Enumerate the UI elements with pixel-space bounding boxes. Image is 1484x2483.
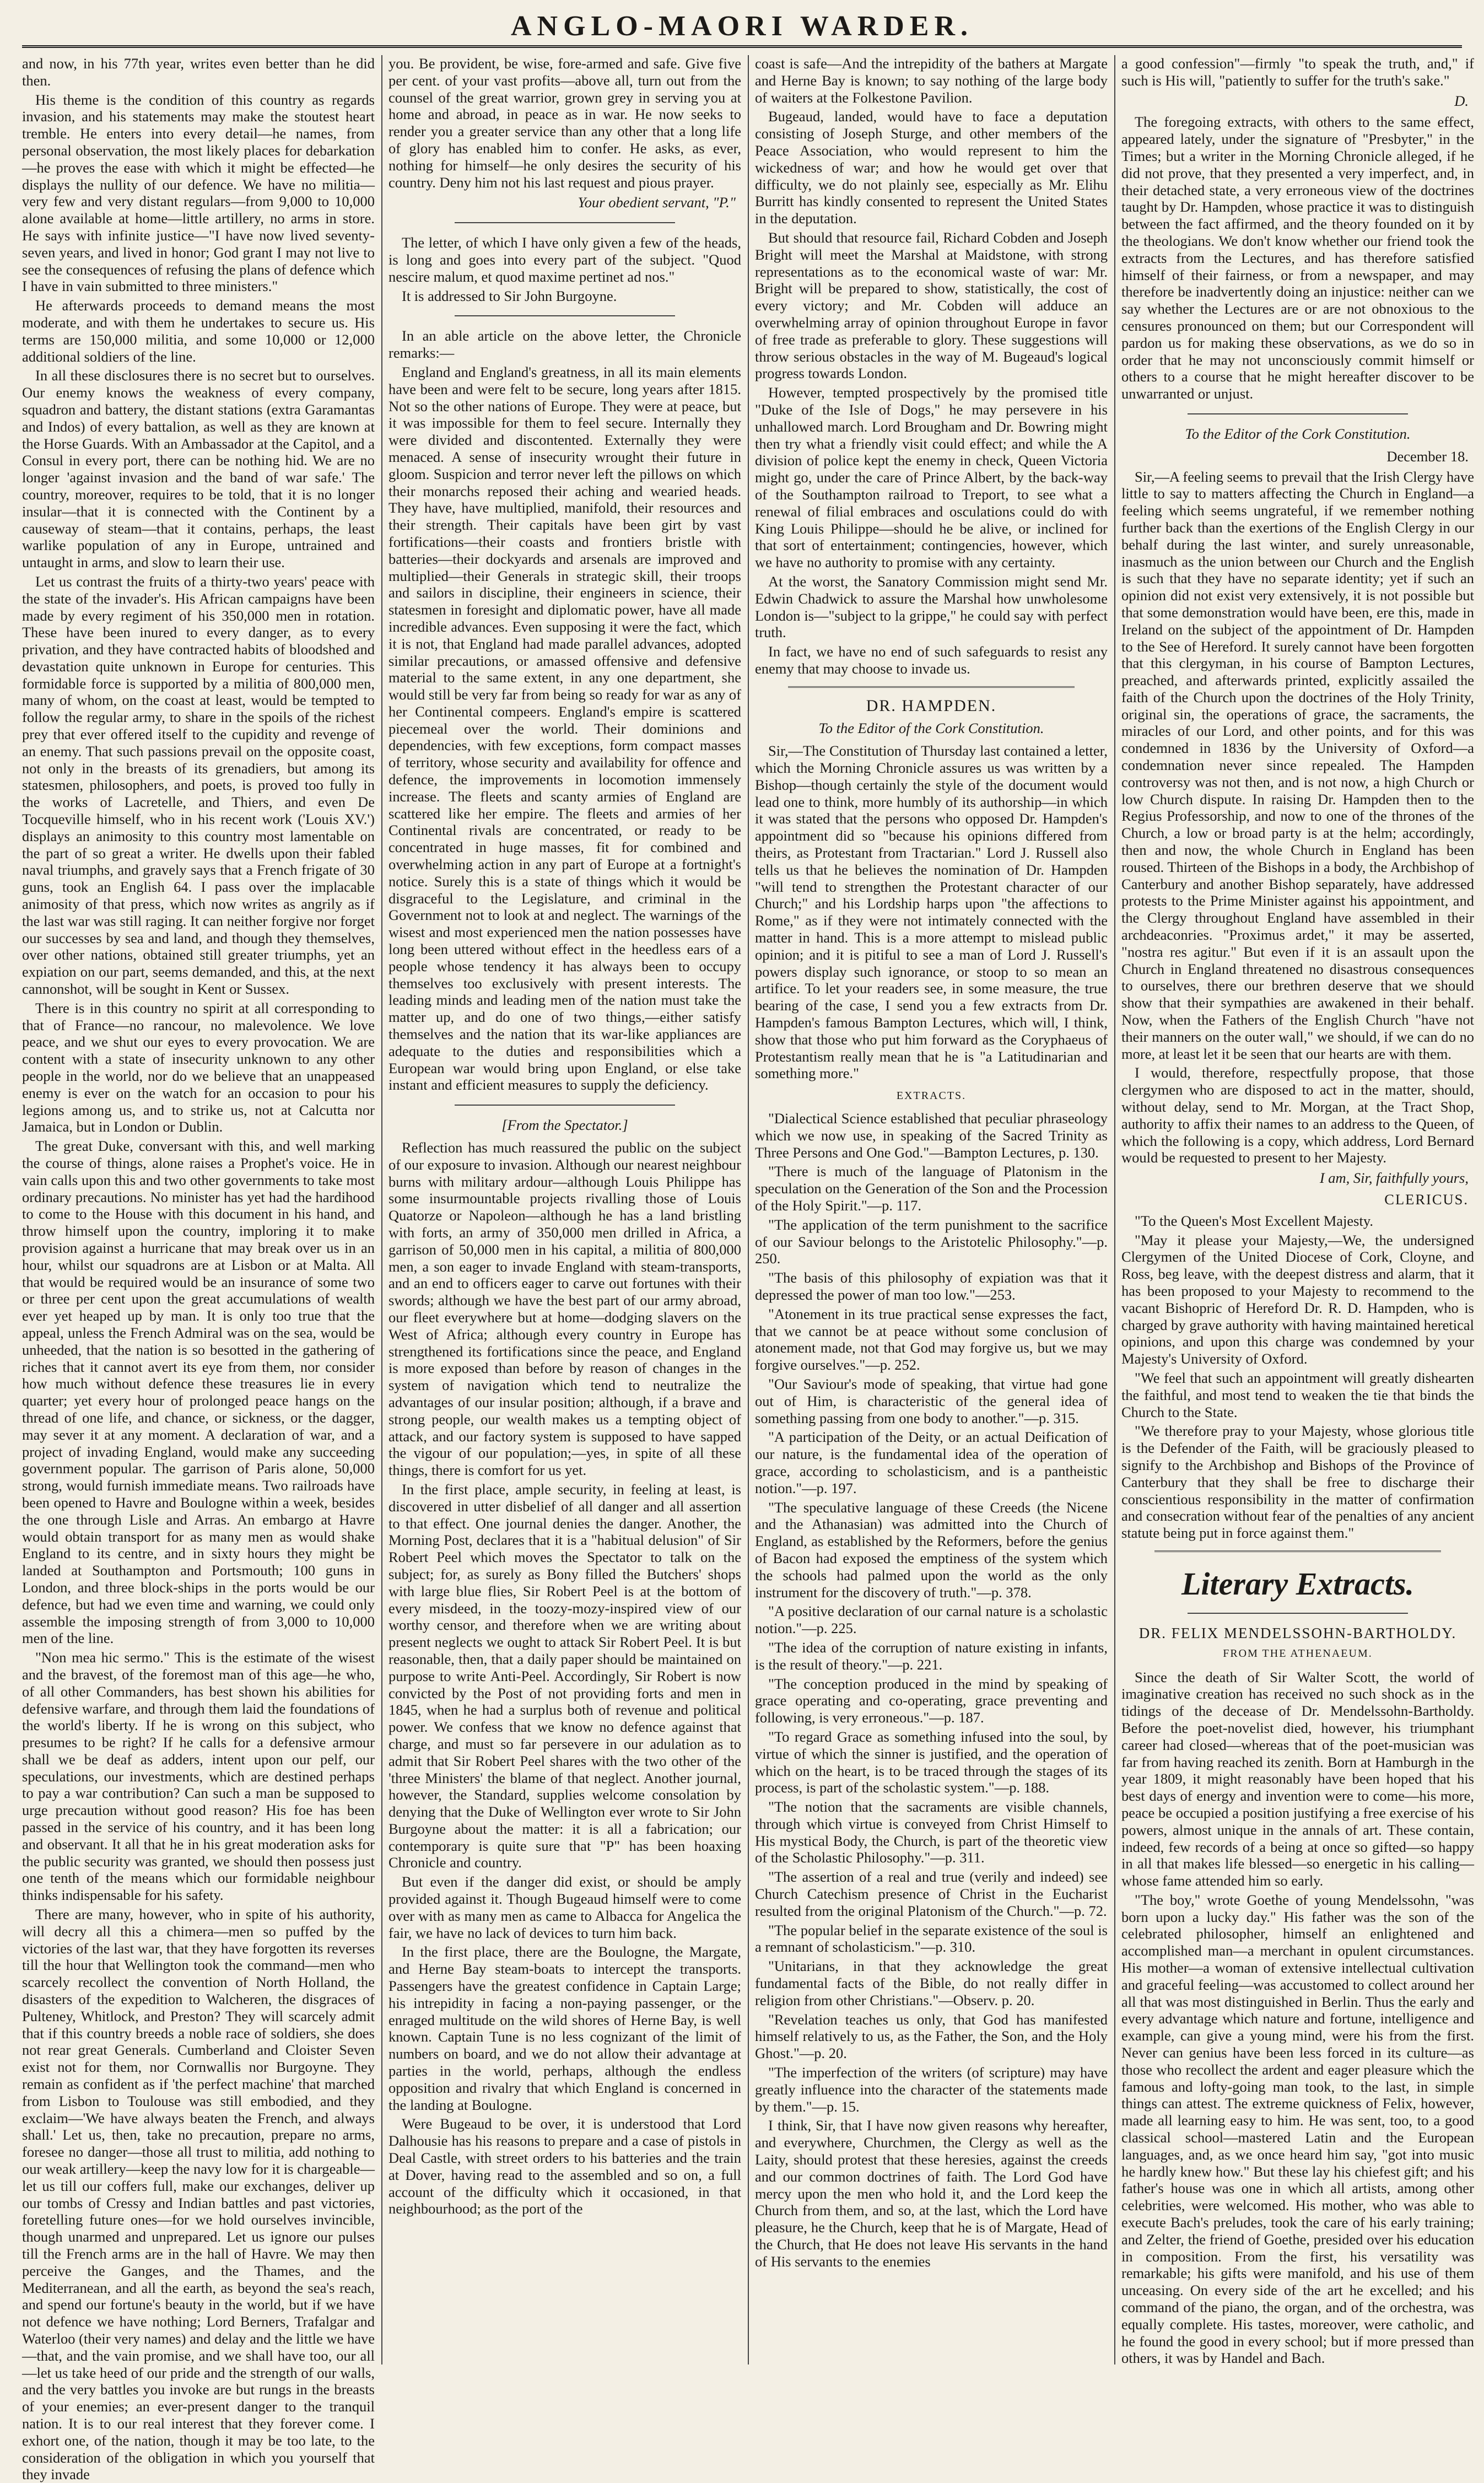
- paragraph: In an able article on the above letter, the Chronicle remarks:—: [388, 327, 741, 362]
- paragraph: "Our Saviour's mode of speaking, that virtue had gone out of Him, is characteristic of the general idea of something passing from one body to another."—p. 315.: [755, 1375, 1108, 1426]
- paragraph: Sir,—The Constitution of Thursday last contained a letter, which the Morning Chronicle assures us was written by a Bishop—though certainly the style of the document would lead one to think, more humbly of its authorship—in which it was stated that the persons who opposed Dr. Hampden's appointment did so "because his opinions differed from theirs, as Protestant from Tractarian." Lord J. Russell also tells us that he believes the nomination of Dr. Hampden "will tend to strengthen the Protestant character of our Church;" and his Lordship harps upon "the affections to Rome," as if they were not intimately connected with the matter in hand. This is a more attempt to mislead public opinion; and it is pitiful to see a man of Lord J. Russell's powers display such ignorance, or stoop to so mean an artifice. To let your readers see, in some measure, the true bearing of the case, I send you a few extracts from Dr. Hampden's famous Bampton Lectures, which will, I think, show that those who put him forward as the Coryphaeus of Protestantism really mean that he is "a Latitudinarian and something more.": [755, 742, 1108, 1082]
- paragraph: "A participation of the Deity, or an actual Deification of our nature, is the fundamental idea of the operation of grace, according to scholasticism, and is a pantheistic notion."—p. 197.: [755, 1429, 1108, 1496]
- divider: [455, 315, 675, 316]
- paragraph: "The speculative language of these Creeds (the Nicene and the Athanasian) was admitted into the Church of England, as established by the Reformers, before the genius of Bacon had exposed the emptiness of the system which the schools had palmed upon the world as the only instrument for the discovery of truth."—p. 378.: [755, 1499, 1108, 1601]
- column-3: [755, 55, 1108, 2364]
- column-2: [388, 55, 741, 2364]
- paragraph: Bugeaud, landed, would have to face a deputation consisting of Joseph Sturge, and other members of the Peace Association, who would represent to him the wickedness of war; and how he would get over that difficulty, we do not plainly see, especially as Mr. Elihu Burritt has kindly consented to represent the United States in the deputation.: [755, 108, 1108, 227]
- paragraph: "The popular belief in the separate existence of the soul is a remnant of scholasticism."—p. 310.: [755, 1921, 1108, 1956]
- divider: [455, 1105, 675, 1106]
- paragraph: In fact, we have no end of such safeguards to resist any enemy that may choose to invade us.: [755, 643, 1108, 677]
- paragraph: Reflection has much reassured the public on the subject of our exposure to invasion. Although our nearest neighbour burns with military ardour—although Louis Philippe has some insurmountable projects rivalling those of Louis Quatorze or Napoleon—although he has a land bristling with forts, an army of 350,000 men drilled in Africa, a garrison of 50,000 men in his capital, a militia of 800,000 men, a son eager to invade England with steam-transports, and an end to officers eager to carve out fortunes with their swords; although we have the best part of our army abroad, our fleet everywhere but at home—dodging slavers on the West of Africa; although every country in Europe has strengthened its fortifications since the peace, and England is more exposed than before by reason of changes in the system of navigation which tend to neutralize the advantages of our insular position; although, if a brave and strong people, our wealth makes us a tempting object of attack, and our factory system is supposed to have sapped the vigour of our population;—yes, in spite of all these things, there is comfort for us yet.: [388, 1139, 741, 1479]
- masthead: [22, 10, 1462, 43]
- divider: [455, 222, 675, 223]
- paragraph: There are many, however, who in spite of his authority, will decry all this a chimera—men so puffed by the victories of the last war, that they have forgotten its reverses till the hour that Wellington took the command—men who scarcely recollect the convention of North Holland, the disasters of the expedition to Walcheren, the disgraces of Pulteney, Whitlock, and Preston? They will scarcely admit that if this country breeds a noble race of soldiers, she does not rear great Generals. Cumberland and Cloister Seven exist not for them, nor Cornwallis nor Burgoyne. They remain as confident as if 'the perfect machine' that marched from Lisbon to Toulouse was still embodied, and they exclaim—'We have always beaten the French, and always shall.' Let us, then, take no precaution, prepare no arms, foresee no danger—those all trust to militia, add nothing to our weak artillery—keep the navy low for it is chargeable—let us till our coffers full, make our exchanges, deliver up our tombs of Cressy and Indian battles and past victories, foretelling future ones—for we hold ourselves invincible, though unarmed and unprepared. Let us ignore our pulses till the French arms are in the hall of Havre. We may then perceive the Ganges, and the Thames, and the Mediterranean, and all the earth, as beyond the sea's reach, and spend our fortune's beauty in the world, but if we have not defence we have nothing; Lord Berners, Trafalgar and Waterloo (their very names) and delay and the little we have—that, and the vain promise, and we shall have too, our all—let us take heed of our pride and the strength of our walls, and the very battles you invoke are but rungs in the breasts of your enemies; an ever-present danger to the tranquil nation. It is to our real interest that they forever come. I exhort one, of the nation, though it may be too late, to the consideration of the obligation in which you yourself that they invade: [22, 1906, 375, 2483]
- paragraph: "We therefore pray to your Majesty, whose glorious title is the Defender of the Faith, will be graciously pleased to signify to the Archbishop and Bishops of the Province of Canterbury that they shall be free to discharge their conscientious responsibility in the matter of confirmation and consecration without fear of the penalties of any ancient statute being put in force against them.": [1121, 1423, 1474, 1542]
- editor-line: To the Editor of the Cork Constitution.: [818, 720, 1044, 737]
- article-heading: DR. FELIX MENDELSSOHN-BARTHOLDY.: [1138, 1624, 1457, 1641]
- paragraph: It is addressed to Sir John Burgoyne.: [402, 287, 617, 304]
- paragraph: "The boy," wrote Goethe of young Mendelssohn, "was born upon a lucky day." His father was the son of the celebrated philosopher, himself an enlightened and accomplished man—a merchant in opulent circumstances. His mother—a woman of extensive intellectual cultivation and graceful feeling—was accustomed to collect around her all that was most distinguished in Berlin. Thus the early and every advantage which nature and fortune, intelligence and example, can give a young mind, were his from the first. Never can genius have been less forced in its culture—as those who recollect the ardent and eager pleasure which the famous and lofty-going man took, to the last, in simple things can attest. The extreme quickness of Felix, however, made all learning easy to him. He was sent, too, to a good classical school—mastered Latin and the European languages, and, as we once heard him say, "got into music he hardly knew how." But these lay his chiefest gift; and his father's house was one in which all artists, among other celebrities, were welcomed. His mother, who was able to execute Bach's preludes, took the care of his early training; and Zelter, the friend of Goethe, presided over his education in composition. From the first, his versatility was remarkable; his gifts were manifold, and his use of them unceasing. On every side of the art he excelled; and his command of the piano, the organ, and of the orchestra, was equally complete. His tastes, moreover, were catholic, and he found the good in every school; but if more pressed than others, it was by Handel and Bach.: [1121, 1891, 1474, 2367]
- paragraph: England and England's greatness, in all its main elements have been and were felt to be secure, long years after 1815. Not so the other nations of Europe. They were at peace, but it was impossible for them to feel secure. Internally they were divided and discontented. Externally they were menaced. A sense of insecurity wrought their future in gloom. Suspicion and terror never left the pillows on which their monarchs reposed their aching and wearied heads. They have, have multiplied, manifold, their resources and their strength. Their capitals have been girt by vast fortifications—their coasts and frontiers bristle with batteries—their dockyards and arsenals are improved and multiplied—their Generals in strategic skill, their troops and sailors in discipline, their engineers in science, their statesmen in foresight and diplomatic power, have all made incredible advances. Even supposing it were the fact, which it is not, that England had made parallel advances, adopted similar precautions, or amassed offensive and defensive material to the same extent, in any one department, she would still be very far from being so ready for war as any of her Continental compeers. England's empire is scattered piecemeal over the world. Their dominions and dependencies, with few exceptions, form compact masses of territory, whose security and availability for offence and defence, the improvements in locomotion immensely increase. The fleets and scanty armies of England are scattered like her empire. The fleets and armies of her Continental rivals are concentrated, or ready to be concentrated in huge masses, fit for combined and overwhelming action in any part of Europe at a fortnight's notice. Surely this is a state of things which it would be disgraceful to the Legislature, and criminal in the Government not to look at and neglect. The warnings of the wisest and most experienced men the nation possesses have long been uttered without effect in the heedless ears of a people whose tendency it has always been to occupy themselves too exclusively with present interests. The leading minds and leading men of the nation must take the matter up, and do one of two things,—either satisfy themselves and the nation that its war-like appliances are adequate to the duties and responsibilities which a European war would bring upon England, or else take instant and efficient measures to supply the deficiency.: [388, 363, 741, 1094]
- paragraph: Sir,—A feeling seems to prevail that the Irish Clergy have little to say to matters affecting the Church in England—a feeling which seems ungrateful, if we remember nothing further back than the exertions of the English Clergy in our behalf during the last winter, and surely unreasonable, inasmuch as the union between our Church and the English is such that they have no separate identity; yet if such an opinion did not exist very extensively, it is not possible but that some demonstration would have been, ere this, made in Ireland on the subject of the appointment of Dr. Hampden to the See of Hereford. It surely cannot have been forgotten that this clergyman, in his course of Bampton Lectures, preached, and afterwards printed, explicitly assailed the faith of the Church upon the doctrines of the Holy Trinity, original sin, the operations of grace, the sacraments, the miracles of our Lord, and other points, and for this was condemned in 1836 by the University of Oxford—a condemnation never since repealed. The Hampden controversy was not then, and is not now, a high Church or low Church dispute. In raising Dr. Hampden then to the Regius Professorship, and now to one of the thrones of the Church, a low or broad party is at the helm; accordingly, then and now, the whole Church in England has been roused. Thirteen of the Bishops in a body, the Archbishop of Canterbury and another Bishop separately, have addressed protests to the Prime Minister against his appointment, and the Clergy throughout England have assembled in their archdeaconries. "Proximus ardet," it may be asserted, "nostra res agitur." But even if it is an assault upon the Church in England threatened no disastrous consequences to ourselves, there our brethren deserve that we should show that their sympathies are awakened in their behalf. Now, when the Fathers of the English Church "have not their manners on the outer wall," we should, if we can do no more, at least let it be seen that our hearts are with them.: [1121, 468, 1474, 1062]
- paragraph: Were Bugeaud to be over, it is understood that Lord Dalhousie has his reasons to prepare and a case of pistols in Deal Castle, with street orders to his batteries and the train at Dover, having read to the assembled and so on, a full account of the difficulty which it occasioned, in that neighbourhood; as the port of the: [388, 2115, 741, 2217]
- paragraph: "There is much of the language of Platonism in the speculation on the Generation of the Son and the Procession of the Holy Spirit."—p. 117.: [755, 1163, 1108, 1214]
- paragraph: "The basis of this philosophy of expiation was that it depressed the power of man too low."—253.: [755, 1269, 1108, 1303]
- article-heading: DR. HAMPDEN.: [866, 696, 997, 715]
- paragraph: Since the death of Sir Walter Scott, the world of imaginative creation has received no such shock as in the tidings of the decease of Dr. Mendelssohn-Bartholdy. Before the poet-novelist died, however, his triumphant career had closed—whereas that of the poet-musician was far from having reached its zenith. Born at Hamburgh in the year 1809, it might reasonably have been hoped that his best days of energy and invention were to come—his more, peace be occupied a position justifying a free exercise of his powers, almost unique in the annals of art. These contain, indeed, few records of a being at once so gifted—so happy in all that makes life blessed—so energetic in his calling—whose fame attended him so early.: [1121, 1668, 1474, 1889]
- paragraph: But should that resource fail, Richard Cobden and Joseph Bright will meet the Marshal at Maidstone, with strong representations as to the economical waste of war: Mr. Bright will be prepared to show, statistically, the cost of every victory; and Mr. Cobden will adduce an overwhelming array of opinion throughout Europe in favor of free trade as preferable to glory. These suggestions will throw serious obstacles in the way of M. Bugeaud's logical progress towards London.: [755, 229, 1108, 382]
- paragraph: In the first place, ample security, in feeling at least, is discovered in utter disbelief of all danger and all assertion to that effect. One journal denies the danger. Another, the Morning Post, declares that it is a "habitual delusion" of Sir Robert Peel which moves the Spectator to talk on the subject; for, as surely as Bony filled the Butchers' shops with large blue flies, Sir Robert Peel is at the bottom of every misdeed, in the toozy-mozy-inspired view of our worthy censor, and therefore when we are writing about present neglects we ought to attack Sir Robert Peel. It is but reasonable, then, that a daily paper should be maintained on purpose to write Anti-Peel. Accordingly, Sir Robert is now convicted by the Post of not providing forts and men in 1845, when he had a surplus both of revenue and political power. We confess that we know no defence against that charge, and must so far persevere in our adulation as to admit that Sir Robert Peel shares with the two other of the 'three Ministers' the blame of that neglect. Another journal, however, the Standard, supplies welcome consolation by denying that the Duke of Wellington ever wrote to Sir John Burgoyne about the matter: it is all a fabrication; our contemporary is quite sure that "P" has been hoaxing Chronicle and country.: [388, 1480, 741, 1871]
- editor-line: To the Editor of the Cork Constitution.: [1185, 425, 1411, 442]
- paragraph: "The assertion of a real and true (verily and indeed) see Church Catechism presence of Christ in the Eucharist resulted from the original Platonism of the Church."—p. 72.: [755, 1868, 1108, 1919]
- divider: [1154, 1550, 1441, 1552]
- divider: [1188, 413, 1408, 414]
- paragraph: "The application of the term punishment to the sacrifice of our Saviour belongs to the Aristotelic Philosophy."—p. 250.: [755, 1216, 1108, 1267]
- paragraph: The letter, of which I have only given a few of the heads, is long and goes into every part of the subject. "Quod nescire malum, et quod maxime pertinet ad nos.": [388, 234, 741, 285]
- paragraph: "Unitarians, in that they acknowledge the great fundamental facts of the Bible, do not really differ in religion from other Christians."—Observ. p. 20.: [755, 1958, 1108, 2008]
- divider: [1188, 1613, 1408, 1614]
- paragraph: There is in this country no spirit at all corresponding to that of France—no rancour, no malevolence. We love peace, and we shut our eyes to every provocation. We are content with a state of insecurity unknown to any other people in the world, nor do we believe that an unappeased enemy is ever on the watch for an occasion to pour his legions among us, and to strike us, not at Calcutta nor Jamaica, but in London or Dublin.: [22, 999, 375, 1135]
- paragraph: "Atonement in its true practical sense expresses the fact, that we cannot be at peace without some conclusion of atonement made, not that God may forgive us, but we may forgive ourselves."—p. 252.: [755, 1305, 1108, 1374]
- paragraph: In all these disclosures there is no secret but to ourselves. Our enemy knows the weakness of every company, squadron and battery, the distant stations (extra Garamantas and Indos) of every battalion, as well as they are known at the Horse Guards. With an Ambassador at the Capitol, and a Consul in every port, there can be nothing hid. We are no longer 'against invasion and the band of war safe.' The country, moreover, requires to be told, that it is no longer insular—that it is connected with the Continent by a causeway of steam—that it contains, perhaps, the least warlike population of any in Europe, untrained and untaught in arms, and slow to learn their use.: [22, 367, 375, 571]
- paragraph: His theme is the condition of this country as regards invasion, and his statements may make the stoutest heart tremble. He enters into every detail—he names, from personal observation, the most likely places for debarkation—he proves the ease with which it might be effected—he displays the nullity of our defence. We have no militia—very few and very distant regulars—from 9,000 to 10,000 alone available at home—little artillery, no arms in store. He says with infinite justice—"I have now lived seventy-seven years, and lived in honor; God grant I may not live to see the consequences of refusing the plans of defence which I have in vain submitted to three ministers.": [22, 91, 375, 295]
- column-divider: [381, 55, 382, 2364]
- section-title: Literary Extracts.: [1181, 1565, 1415, 1602]
- paragraph: you. Be provident, be wise, fore-armed and safe. Give five per cent. of your vast profits—above all, turn out from the counsel of the great warrior, grown grey in serving you at home and abroad, in peace as in war. He now seeks to render you a greater service than any other that a long life of glory has enabled him to confer. He asks, as ever, nothing for himself—he only desires the security of his country. Deny him not his last request and pious prayer.: [388, 55, 741, 191]
- paragraph: "May it please your Majesty,—We, the undersigned Clergymen of the United Diocese of Cork, Cloyne, and Ross, beg leave, with the deepest distress and alarm, that it has been proposed to your Majesty to recommend to the vacant Bishopric of Hereford Dr. R. D. Hampden, who is charged by grave authority with having maintained heretical opinions, and upon this charge was condemned by your Majesty's University of Oxford.: [1121, 1231, 1474, 1367]
- paragraph: "The notion that the sacraments are visible channels, through which virtue is conveyed from Christ Himself to His mystical Body, the Church, is part of the theoretic view of the Scholastic Philosophy."—p. 311.: [755, 1798, 1108, 1866]
- paragraph: "To the Queen's Most Excellent Majesty.: [1135, 1212, 1373, 1229]
- paragraph: "Revelation teaches us only, that God has manifested himself relatively to us, as the Father, the Son, and the Holy Ghost."—p. 20.: [755, 2011, 1108, 2062]
- paragraph: "To regard Grace as something infused into the soul, by virtue of which the sinner is justified, and the operation of which on the heart, is to be traced through the stages of its process, is part of the scholastic system."—p. 188.: [755, 1728, 1108, 1796]
- paragraph: "The idea of the corruption of nature existing in infants, is the result of theory."—p. 221.: [755, 1639, 1108, 1673]
- column-divider: [1114, 55, 1115, 2364]
- column-4: [1121, 55, 1474, 2367]
- paragraph: The great Duke, conversant with this, and well marking the course of things, alone raises a Prophet's voice. He in vain calls upon this and two other governments to take most ordinary precautions. No minister has yet had the hardihood to come to the House with this document in his hand, and throw himself upon the country, imploring it to make provision against a hurricane that may break over us in an hour, whilst our squadrons are at Lisbon or at Malta. All that would be required would be an insurance of some two or three per cent upon the great accumulations of wealth ever yet heaped up by man. It is only too true that the appeal, unless the French Admiral was on the sea, would be unheeded, that the nation is so besotted in the gathering of riches that it cannot avert its eye from them, nor consider how much without defence these treasures lie in every quarter; yet every hour of prolonged peace hangs on the thread of one life, and chance, or sickness, or the dagger, may sever it at any moment. A declaration of war, and a project of invading England, would make any succeeding government popular. The garrison of Paris alone, 50,000 strong, would furnish immediate means. Two railroads have been opened to Havre and Boulogne within a week, besides the one through Lisle and Arras. An embargo at Havre would obtain transport for as many men as would shake England to its centre, and in sixty hours they might be landed at Southampton and Portsmouth; 100 guns in London, and three block-ships in the ports would be our defence, but had we even time and warning, we could only assemble the imposing strength of from 3,000 to 10,000 men of the line.: [22, 1138, 375, 1647]
- signature: I am, Sir, faithfully yours,: [1319, 1170, 1469, 1187]
- paragraph: and now, in his 77th year, writes even better than he did then.: [22, 55, 375, 89]
- paragraph: "We feel that such an appointment will greatly dishearten the faithful, and most tend to weaken the tie that binds the Church to the State.: [1121, 1369, 1474, 1420]
- divider: [788, 686, 1075, 688]
- paragraph: "The conception produced in the mind by speaking of grace operating and co-operating, grace preventing and following, is very erroneous."—p. 187.: [755, 1675, 1108, 1726]
- paragraph: He afterwards proceeds to demand means the most moderate, and with them he undertakes to secure us. His terms are 150,000 militia, and some 10,000 or 12,000 additional soldiers of the line.: [22, 297, 375, 365]
- column-divider: [748, 55, 749, 2364]
- paragraph: In the first place, there are the Boulogne, the Margate, and Herne Bay steam-boats to intercept the transports. Passengers have the greatest confidence in Captain Large; his intrepidity in facing a non-paying passenger, or the enraged multitude on the wild shores of Herne Bay, is well known. Captain Tune is no less cognizant of the limit of numbers on board, and we do not allow their advantage at parties in the world, perhaps, although the endless opposition and rivalry that which England is concerned in the landing at Boulogne.: [388, 1943, 741, 2113]
- signature: D.: [1454, 92, 1469, 109]
- paragraph: Let us contrast the fruits of a thirty-two years' peace with the state of the invader's. His African campaigns have been made by every regiment of his 350,000 men in rotation. These have been inured to every danger, as to every privation, and they have contracted habits of bloodshed and devastation quite unknown in Europe for centuries. This formidable force is supported by a militia of 800,000 men, many of whom, on the coast at least, would be tempted to follow the regular army, to share in the spoils of the richest prey that ever offered itself to the cupidity and revenge of an enemy. That such passions prevail on the opposite coast, not only in the breasts of its grenadiers, but among its statesmen, philosophers, and poets, is proved too fully in the works of Lacretelle, and Thiers, and even De Tocqueville himself, who in his recent work ('Louis XV.') displays an animosity to this country most lamentable on the part of so great a writer. He dwells upon their fabled naval triumphs, and gravely says that a French frigate of 30 guns, took an English 64. I pass over the implacable animosity of that press, which now writes as angrily as if the last war was still raging. It can neither forgive nor forget our successes by sea and land, and though they themselves, over other nations, obtained still greater triumphs, yet an expiation on our part, seems demanded, and this, at the next cannonshot, will be sought in Kent or Sussex.: [22, 573, 375, 998]
- extracts-heading: EXTRACTS.: [896, 1090, 967, 1102]
- paragraph: However, tempted prospectively by the promised title "Duke of the Isle of Dogs," he may persevere in his unhallowed march. Lord Brougham and Dr. Bowring might then try what a friendly visit could effect; and while the A division of police kept the enemy in check, Queen Victoria might go, under the care of Prince Albert, by the back-way of the Southampton railroad to Treport, to see what a renewal of filial embraces and osculations could do with King Louis Philippe—should he be alive, or inclined for that sort of entertainment; contingencies, however, which we have no authority to promise with any certainty.: [755, 384, 1108, 571]
- paragraph: At the worst, the Sanatory Commission might send Mr. Edwin Chadwick to assure the Marshal how unwholesome London is—"subject to la grippe," he could say with perfect truth.: [755, 573, 1108, 641]
- dateline: December 18.: [1386, 448, 1469, 465]
- paragraph: But even if the danger did exist, or should be amply provided against it. Though Bugeaud himself were to come over with as many men as came to Albacca for Angelica the fair, we have no lack of devices to turn him back.: [388, 1873, 741, 1941]
- section-heading: [From the Spectator.]: [501, 1117, 628, 1134]
- paragraph: "Dialectical Science established that peculiar phraseology which we now use, in speaking of the Sacred Trinity as Three Persons and One God."—Bampton Lectures, p. 130.: [755, 1110, 1108, 1161]
- paragraph: "A positive declaration of our carnal nature is a scholastic notion."—p. 225.: [755, 1603, 1108, 1637]
- paragraph: a good confession"—firmly "to speak the truth, and," if such is His will, "patiently to suffer for the truth's sake.": [1121, 55, 1474, 89]
- column-1: [22, 55, 375, 2483]
- paragraph: "Non mea hic sermo." This is the estimate of the wisest and the bravest, of the foremost man of this age—he who, of all other Commanders, has best shown his abilities for defensive warfare, and through them laid the foundations of the world's liberty. If he is wrong on this subject, who presumes to be right? If he calls for a defensive armour shall we be deaf as adders, intent upon our pelf, our speculations, our investments, which are destined perhaps to pay a war contribution? Can such a man be supposed to urge precaution without good reason? His foe has been passed in the service of his country, and it has been long and observant. It all that he in his great moderation asks for the public security was granted, we should then possess just one tenth of the means which our formidable neighbour thinks indispensable for his safety.: [22, 1649, 375, 1904]
- paragraph: I think, Sir, that I have now given reasons why hereafter, and everywhere, Churchmen, the Clergy as well as the Laity, should protest that these heresies, against the creeds and our common doctrines of faith. The Lord God have mercy upon the men who hold it, and the Lord keep the Church from them, and so, at the last, which the Lord have pleasure, he the Church, keep that he is of Margate, Head of the Church, that He does not leave His servants in the hand of His servants to the enemies: [755, 2117, 1108, 2270]
- masthead-rule: [22, 45, 1462, 48]
- source-line: FROM THE ATHENAEUM.: [1223, 1647, 1373, 1660]
- newspaper-title: ANGLO-MAORI WARDER.: [510, 10, 974, 42]
- signature: Your obedient servant, "P.": [578, 194, 736, 211]
- paragraph: The foregoing extracts, with others to the same effect, appeared lately, under the signature of "Presbyter," in the Times; but a writer in the Morning Chronicle alleged, if he did not prove, that they presented a very imperfect, and, in their detached state, a very erroneous view of the doctrines taught by Dr. Hampden, whose practice it was to distinguish between the fact affirmed, and the theory founded on it by the theologians. We don't know whether our friend took the extracts from the Lectures, and has therefore satisfied himself of their fairness, or from a newspaper, and may therefore be inadvertently doing an injustice: neither can we say whether the Lectures are or are not obnoxious to the censures pronounced on them; but our Correspondent will pardon us for making these observations, as we do so in order that he may not unconsciously commit himself or others to a course that he might hereafter discover to be unwarranted or unjust.: [1121, 114, 1474, 402]
- signature: CLERICUS.: [1384, 1191, 1469, 1208]
- paragraph: coast is safe—And the intrepidity of the bathers at Margate and Herne Bay is known; to say nothing of the large body of waiters at the Folkestone Pavilion.: [755, 55, 1108, 106]
- paragraph: "The imperfection of the writers (of scripture) may have greatly influence into the character of the statements made by them."—p. 15.: [755, 2064, 1108, 2115]
- paragraph: I would, therefore, respectfully propose, that those clergymen who are disposed to act in the matter, should, without delay, send to Mr. Morgan, at the Tract Shop, authority to affix their names to an address to the Queen, of which the following is a copy, which address, Lord Bernard would be requested to present to her Majesty.: [1121, 1064, 1474, 1166]
